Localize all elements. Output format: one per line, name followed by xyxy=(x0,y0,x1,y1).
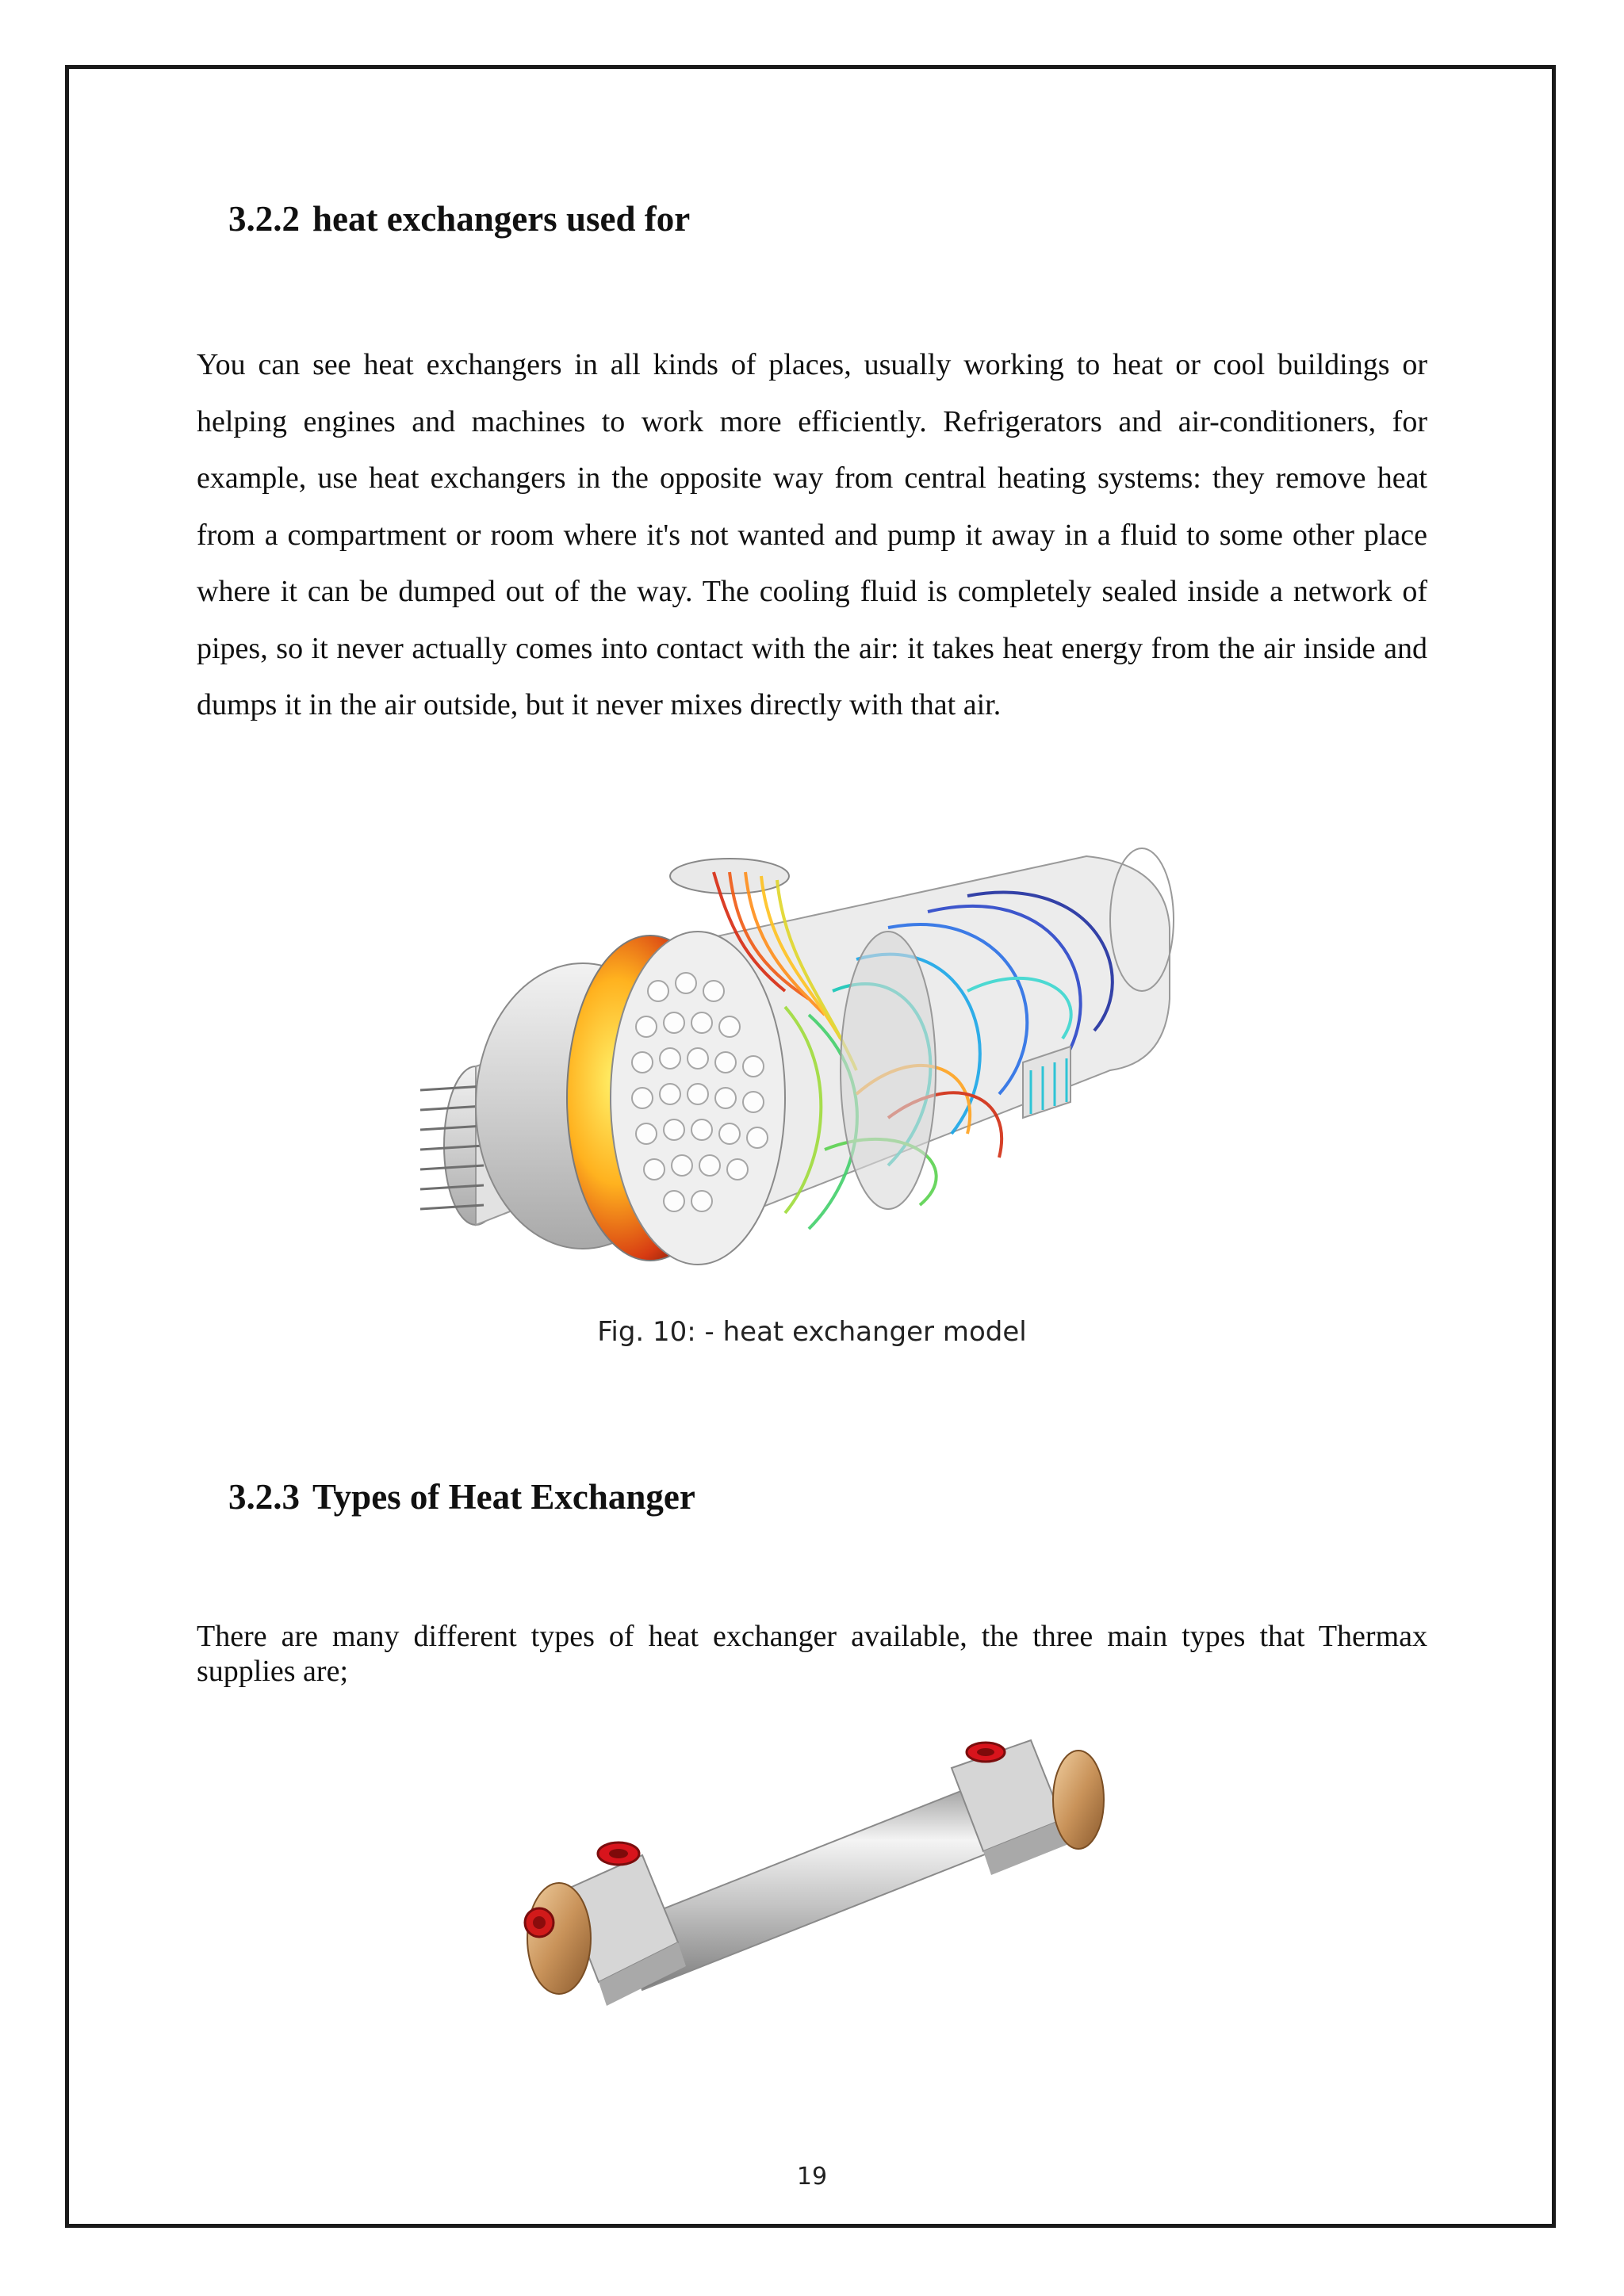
body-paragraph-uses: You can see heat exchangers in all kinds of places, usually working to heat or cool buildings or helping engines and machines to work more efficiently. Refrigerators and air-conditioners, for example, use heat exchangers in the opposite way from central heating systems: they remove heat from a compartment or room where it's not wanted and pump it away in a fluid to some other place where it can be dumped out of the way. The cooling fluid is completely sealed inside a network of pipes, so it never actually comes into contact with the air: it takes heat energy from the air inside and dumps it in the air outside, but it never mixes directly with that air. xyxy=(197,348,1427,721)
shell-and-tube-exchanger-image xyxy=(508,1728,1126,2045)
section-title: Types of Heat Exchanger xyxy=(312,1477,695,1517)
section-number: 3.2.2 xyxy=(228,199,300,239)
figure-caption: Fig. 10: - heat exchanger model xyxy=(597,1316,1027,1348)
section-heading-3-2-2 xyxy=(228,198,690,239)
page-number: 19 xyxy=(796,2163,828,2191)
body-paragraph-types: There are many different types of heat exchanger available, the three main types that Thermax supplies are; xyxy=(197,1620,1427,1688)
section-number: 3.2.3 xyxy=(228,1477,300,1517)
heat-exchanger-model-figure xyxy=(412,832,1205,1284)
section-title: heat exchangers used for xyxy=(312,199,691,239)
section-heading-3-2-3 xyxy=(228,1476,695,1517)
